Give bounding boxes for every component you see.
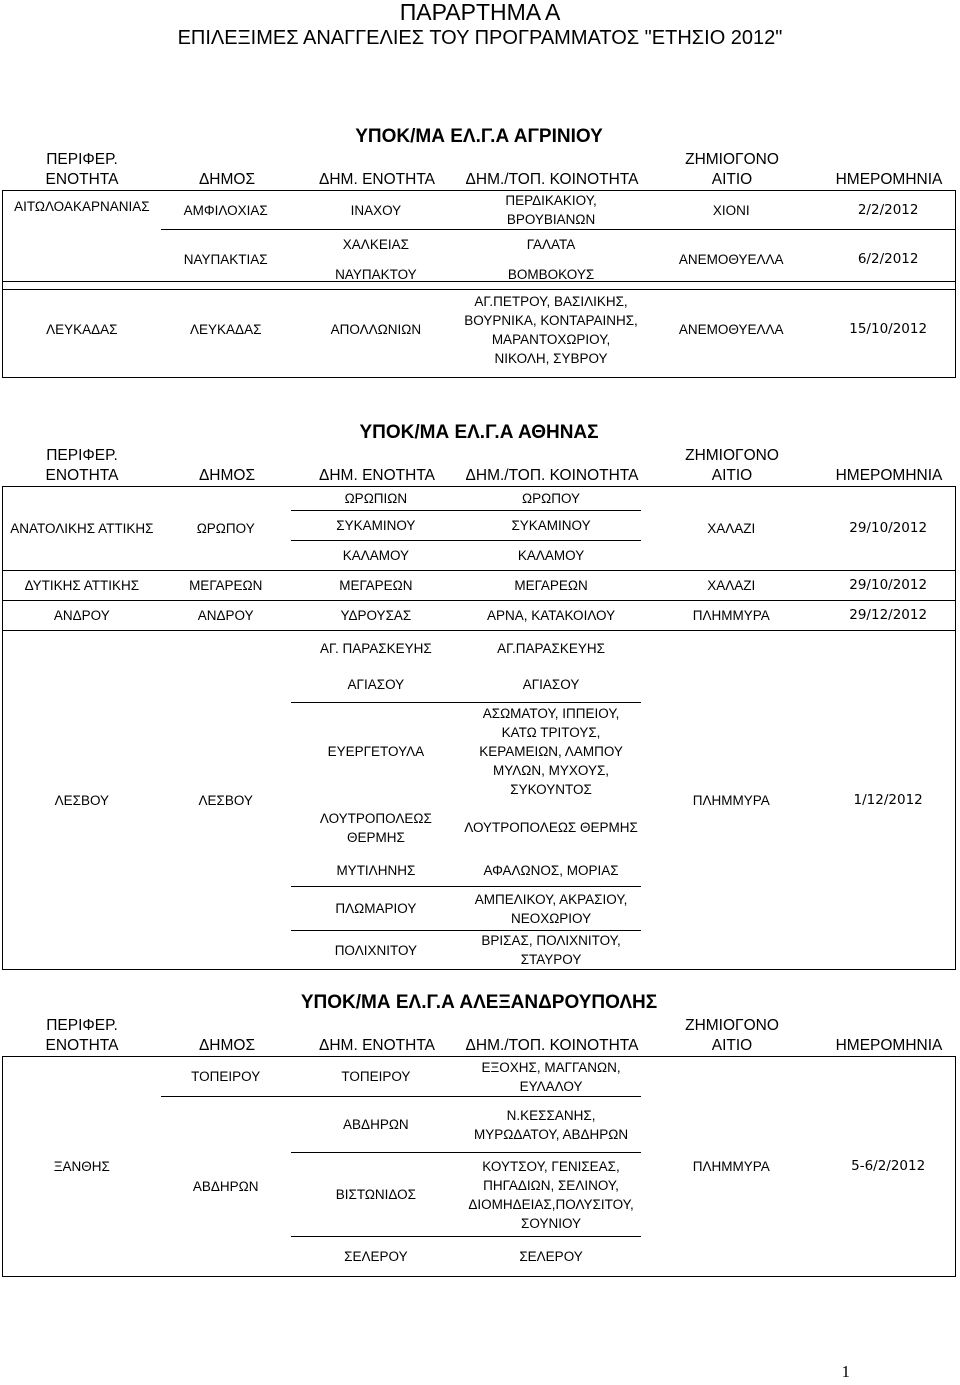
alexandroupoli-rows	[2, 1056, 956, 1277]
agrinio-rows	[2, 190, 956, 290]
page-number: 1	[841, 1362, 850, 1381]
table-alexandroupoli	[2, 1014, 956, 1277]
table-row: ΣΕΛΕΡΟΥ ΣΕΛΕΡΟΥ	[3, 1237, 956, 1277]
table-row: ΑΝΑΤΟΛΙΚΗΣ ΑΤΤΙΚΗΣ ΩΡΩΠΟΥ ΩΡΩΠΙΩΝ ΩΡΩΠΟΥ ΧΑΛΑΖΙ 29/10/2012	[10, 491, 928, 536]
table-athina	[2, 444, 956, 970]
table-row: ΛΕΥΚΑΔΑΣ ΛΕΥΚΑΔΑΣ ΑΠΟΛΛΩΝΙΩΝ ΑΓ.ΠΕΤΡΟΥ, ΒΑΣΙΛΙΚΗΣ, ΒΟΥΡΝΙΚΑ, ΚΟΝΤΑΡΑΙΝΗΣ, ΜΑΡΑΝΤΟΧΩΡΙΟΥ, ΝΙΚΟΛΗ, ΣΥΒΡΟΥ ΑΝΕΜΟΘΥΕΛΛΑ 15/10/2012	[46, 293, 928, 366]
section-title-athina: ΥΠΟΚ/ΜΑ ΕΛ.Γ.Α ΑΘΗΝΑΣ	[359, 422, 599, 443]
table-row: ΑΓΙΑΣΟΥ ΑΓΙΑΣΟΥ	[347, 676, 580, 692]
table-row: ΒΙΣΤΩΝΙΔΟΣ ΚΟΥΤΣΟΥ, ΓΕΝΙΣΕΑΣ, ΠΗΓΑΔΙΩΝ, ΣΕΛΙΝΟΥ, ΔΙΟΜΗΔΕΙΑΣ,ΠΟΛΥΣΙΤΟΥ, ΣΟΥΝΙΟΥ	[3, 1153, 956, 1237]
section-title-agrinio: ΥΠΟΚ/ΜΑ ΕΛ.Γ.Α ΑΓΡΙΝΙΟΥ	[355, 126, 603, 147]
table-row: ΠΛΩΜΑΡΙΟΥ ΑΜΠΕΛΙΚΟΥ, ΑΚΡΑΣΙΟΥ, ΝΕΟΧΩΡΙΟΥ	[3, 887, 956, 931]
table-row: ΑΝΔΡΟΥ ΑΝΔΡΟΥ ΥΔΡΟΥΣΑΣ ΑΡΝΑ, ΚΑΤΑΚΟΙΛΟΥ ΠΛΗΜΜΥΡΑ 29/12/2012	[3, 601, 956, 631]
section-title-alexandroupoli: ΥΠΟΚ/ΜΑ ΕΛ.Γ.Α ΑΛΕΞΑΝΔΡΟΥΠΟΛΗΣ	[300, 992, 658, 1013]
table-row: ΛΟΥΤΡΟΠΟΛΕΩΣ ΘΕΡΜΗΣ ΛΟΥΤΡΟΠΟΛΕΩΣ ΘΕΡΜΗΣ	[319, 810, 638, 845]
table-row: ΝΑΥΠΑΚΤΙΑΣ ΧΑΛΚΕΙΑΣ ΓΑΛΑΤΑ ΑΝΕΜΟΘΥΕΛΛΑ 6/2/2012	[3, 230, 956, 260]
table-row: ΑΙΤΩΛΟΑΚΑΡΝΑΝΙΑΣ ΑΜΦΙΛΟΧΙΑΣ ΙΝΑΧΟΥ ΠΕΡΔΙΚΑΚΙΟΥ, ΒΡΟΥΒΙΑΝΩΝ ΧΙΟΝΙ 2/2/2012	[14, 193, 919, 227]
table-row: ΜΥΤΙΛΗΝΗΣ ΑΦΑΛΩΝΟΣ, ΜΟΡΙΑΣ	[336, 862, 619, 878]
document-subtitle: ΕΠΙΛΕΞΙΜΕΣ ΑΝΑΓΓΕΛΙΕΣ ΤΟΥ ΠΡΟΓΡΑΜΜΑΤΟΣ "ΕΤΗΣΙΟ 2012"	[177, 27, 783, 49]
table-row: ΕΥΕΡΓΕΤΟΥΛΑ ΑΣΩΜΑΤΟΥ, ΙΠΠΕΙΟΥ, ΚΑΤΩ ΤΡΙΤΟΥΣ, ΚΕΡΑΜΕΙΩΝ, ΛΑΜΠΟΥ ΜΥΛΩΝ, ΜΥΧΟΥΣ, ΣΥΚΟΥΝΤΟΣ	[3, 703, 956, 801]
table-row: ΝΑΥΠΑΚΤΟΥ ΒΟΜΒΟΚΟΥΣ	[335, 266, 595, 282]
table-row: ΑΒΔΗΡΩΝ ΑΒΔΗΡΩΝ Ν.ΚΕΣΣΑΝΗΣ, ΜΥΡΩΔΑΤΟΥ, ΑΒΔΗΡΩΝ	[3, 1097, 956, 1153]
table-row: ΠΟΛΙΧΝΙΤΟΥ ΒΡΙΣΑΣ, ΠΟΛΙΧΝΙΤΟΥ, ΣΤΑΥΡΟΥ	[3, 931, 956, 970]
table-header: ΠΕΡΙΦΕΡ. ΕΝΟΤΗΤΑ ΔΗΜΟΣ ΔΗΜ. ΕΝΟΤΗΤΑ ΔΗΜ./ΤΟΠ. ΚΟΙΝΟΤΗΤΑ ΖΗΜΙΟΓΟΝΟ ΑΙΤΙΟ ΗΜΕΡΟΜΗΝΙΑ	[45, 151, 943, 188]
table-header: ΠΕΡΙΦΕΡ. ΕΝΟΤΗΤΑ ΔΗΜΟΣ ΔΗΜ. ΕΝΟΤΗΤΑ ΔΗΜ./ΤΟΠ. ΚΟΙΝΟΤΗΤΑ ΖΗΜΙΟΓΟΝΟ ΑΙΤΙΟ ΗΜΕΡΟΜΗΝΙΑ	[45, 447, 943, 484]
table-row: ΛΕΣΒΟΥ ΛΕΣΒΟΥ ΑΓ. ΠΑΡΑΣΚΕΥΗΣ ΑΓ.ΠΑΡΑΣΚΕΥΗΣ ΠΛΗΜΜΥΡΑ 1/12/2012	[3, 631, 956, 667]
table-row: ΔΥΤΙΚΗΣ ΑΤΤΙΚΗΣ ΜΕΓΑΡΕΩΝ ΜΕΓΑΡΕΩΝ ΜΕΓΑΡΕΩΝ ΧΑΛΑΖΙ 29/10/2012	[3, 571, 956, 601]
table-row: ΣΥΚΑΜΙΝΟΥ ΣΥΚΑΜΙΝΟΥ	[3, 511, 956, 541]
athina-rows	[2, 486, 956, 970]
document-title: ΠΑΡΑΡΤΗΜΑ Α	[399, 0, 561, 25]
table-row: ΚΑΛΑΜΟΥ ΚΑΛΑΜΟΥ	[3, 541, 956, 571]
table-agrinio	[2, 150, 956, 290]
table-row: ΞΑΝΘΗΣ ΤΟΠΕΙΡΟΥ ΤΟΠΕΙΡΟΥ ΕΞΟΧΗΣ, ΜΑΓΓΑΝΩΝ, ΕΥΛΑΛΟΥ ΠΛΗΜΜΥΡΑ 5-6/2/2012	[53, 1059, 926, 1174]
table-lefkada	[2, 281, 956, 378]
table-header: ΠΕΡΙΦΕΡ. ΕΝΟΤΗΤΑ ΔΗΜΟΣ ΔΗΜ. ΕΝΟΤΗΤΑ ΔΗΜ./ΤΟΠ. ΚΟΙΝΟΤΗΤΑ ΖΗΜΙΟΓΟΝΟ ΑΙΤΙΟ ΗΜΕΡΟΜΗΝΙΑ	[45, 1017, 943, 1054]
